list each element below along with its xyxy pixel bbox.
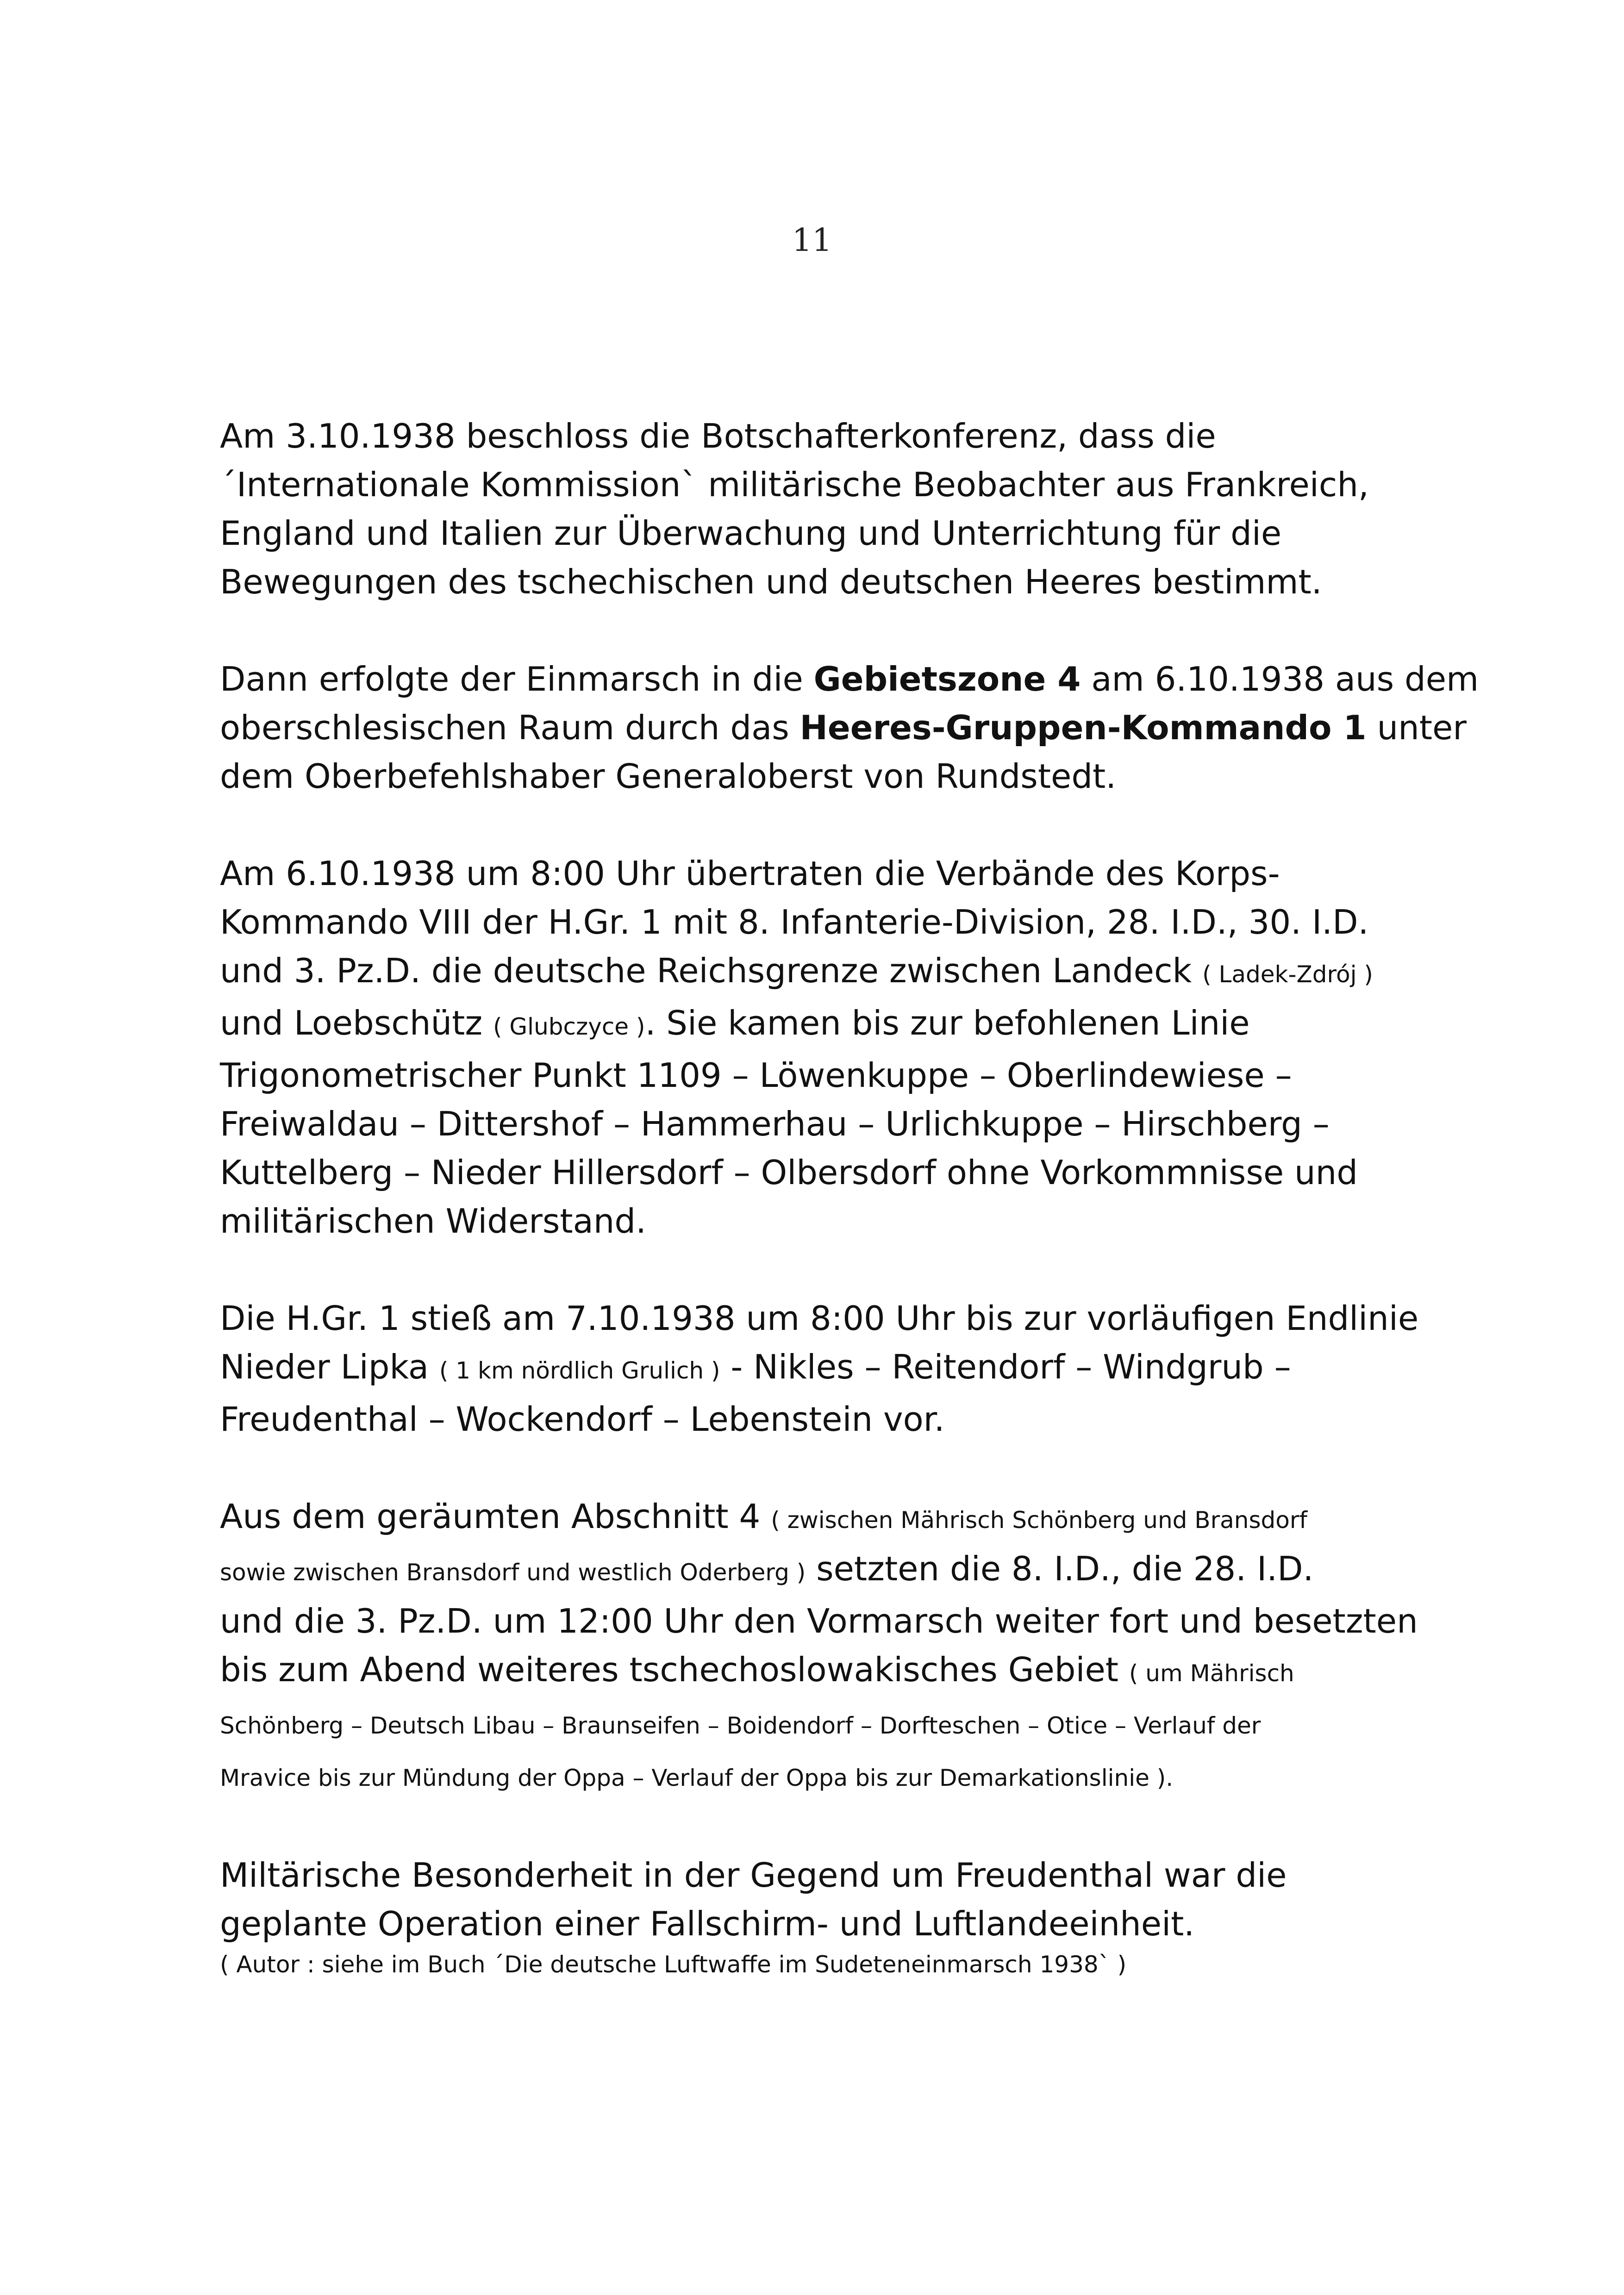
text-line: Trigonometrischer Punkt 1109 – Löwenkuppe – Oberlindewiese –	[220, 1056, 1292, 1095]
text-line: sowie zwischen Bransdorf und westlich Oderberg ) setzten die 8. I.D., die 28. I.D.	[220, 1549, 1314, 1588]
text-line: Freudenthal – Wockendorf – Lebenstein vor.	[220, 1400, 945, 1439]
place-note: sowie zwischen Bransdorf und westlich Oderberg )	[220, 1559, 806, 1586]
paragraph-botschafterkonferenz	[220, 412, 1433, 606]
text-line	[220, 1750, 1433, 1802]
paragraph-einmarsch-gebietszone	[220, 655, 1479, 801]
body-text	[220, 412, 1479, 1981]
text-line: bis zum Abend weiteres tschechoslowakisches Gebiet ( um Mährisch	[220, 1650, 1294, 1689]
source-note: ( Autor : siehe im Buch ´Die deutsche Luftwaffe im Sudeteneinmarsch 1938` )	[220, 1951, 1127, 1978]
text-line: Am 6.10.1938 um 8:00 Uhr übertraten die Verbände des Korps-	[220, 854, 1280, 893]
paragraph-korps-kommando	[220, 849, 1433, 1246]
place-note: ( zwischen Mährisch Schönberg und Bransdorf	[771, 1507, 1308, 1534]
bold-term: Gebietszone 4	[813, 660, 1081, 698]
paragraph-endlinie	[220, 1294, 1433, 1444]
text-line	[220, 1698, 1433, 1750]
text-line: und 3. Pz.D. die deutsche Reichsgrenze zwischen Landeck ( Ladek-Zdrój )	[220, 951, 1373, 990]
text-line: Bewegungen des tschechischen und deutschen Heeres bestimmt.	[220, 562, 1322, 601]
page-number: 11	[792, 222, 832, 259]
text-line: geplante Operation einer Fallschirm- und Luftlandeeinheit.	[220, 1904, 1195, 1943]
text-line: Kuttelberg – Nieder Hillersdorf – Olbersdorf ohne Vorkommnisse und	[220, 1153, 1358, 1192]
place-note: Mravice bis zur Mündung der Oppa – Verlauf der Oppa bis zur Demarkationslinie ).	[220, 1765, 1174, 1791]
paragraph-abschnitt-4	[220, 1492, 1433, 1802]
text-line: Dann erfolgte der Einmarsch in die Gebietszone 4 am 6.10.1938 aus dem	[220, 660, 1479, 698]
text-line: Freiwaldau – Dittershof – Hammerhau – Urlichkuppe – Hirschberg –	[220, 1104, 1330, 1143]
place-note: Schönberg – Deutsch Libau – Braunseifen – Boidendorf – Dorfteschen – Otice – Verlauf der	[220, 1712, 1261, 1739]
text-line: Miltärische Besonderheit in der Gegend um Freudenthal war die	[220, 1856, 1287, 1895]
text-line: und die 3. Pz.D. um 12:00 Uhr den Vormarsch weiter fort und besetzten	[220, 1602, 1418, 1640]
text-line: Am 3.10.1938 beschloss die Botschafterkonferenz, dass die	[220, 417, 1216, 455]
paragraph-fallschirm-operation	[220, 1851, 1433, 1981]
text-line: oberschlesischen Raum durch das Heeres-Gruppen-Kommando 1 unter	[220, 708, 1467, 747]
text-line: dem Oberbefehlshaber Generaloberst von Rundstedt.	[220, 757, 1117, 796]
text-line: Aus dem geräumten Abschnitt 4 ( zwischen Mährisch Schönberg und Bransdorf	[220, 1497, 1308, 1536]
text-line: ´Internationale Kommission` militärische Beobachter aus Frankreich,	[220, 465, 1369, 504]
place-note: ( um Mährisch	[1129, 1660, 1294, 1687]
place-note: ( 1 km nördlich Grulich )	[439, 1357, 720, 1384]
bold-term: Heeres-Gruppen-Kommando 1	[800, 708, 1367, 747]
place-note: ( Ladek-Zdrój )	[1202, 961, 1373, 988]
text-line: England und Italien zur Überwachung und Unterrichtung für die	[220, 514, 1282, 553]
place-note: ( Glubczyce )	[493, 1013, 645, 1040]
text-line: Nieder Lipka ( 1 km nördlich Grulich ) - Nikles – Reitendorf – Windgrub –	[220, 1347, 1291, 1386]
text-line: militärischen Widerstand.	[220, 1202, 646, 1241]
text-line: und Loebschütz ( Glubczyce ). Sie kamen bis zur befohlenen Linie	[220, 1004, 1250, 1042]
text-line: Die H.Gr. 1 stieß am 7.10.1938 um 8:00 Uhr bis zur vorläufigen Endlinie	[220, 1299, 1419, 1338]
text-line: Kommando VIII der H.Gr. 1 mit 8. Infanterie-Division, 28. I.D., 30. I.D.	[220, 903, 1369, 942]
